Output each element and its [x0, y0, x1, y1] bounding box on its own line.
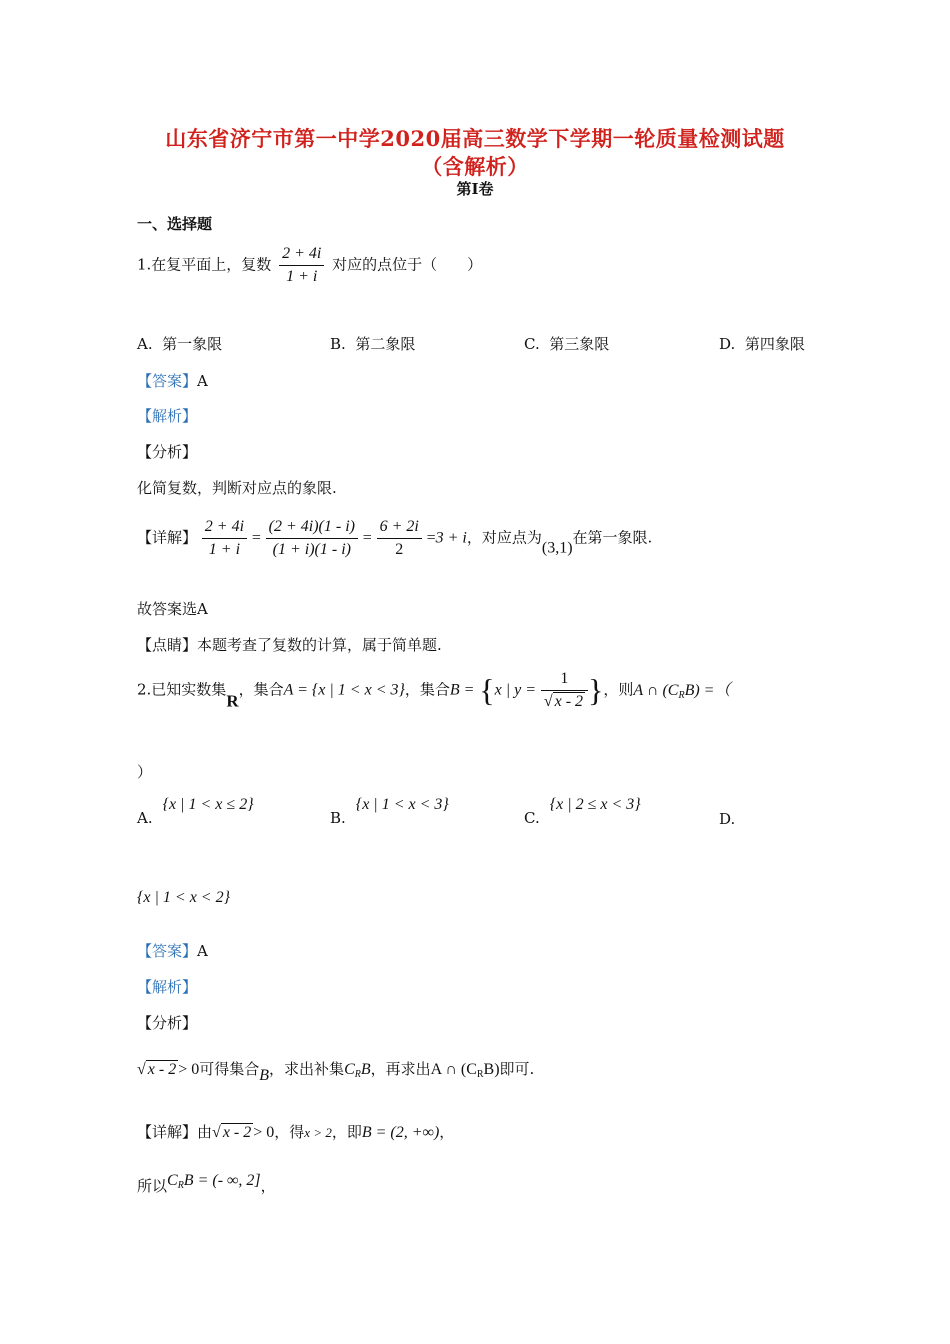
document-title-suffix: （含解析）: [421, 154, 529, 179]
set-B-fraction: $\frac{1}{√ x - 2}$: [541, 670, 588, 711]
q2-expression: A ∩ $(C_RB)$ =（: [633, 681, 731, 701]
detail-tag: 【详解】: [137, 528, 198, 547]
q1-conclusion: 故答案选A: [137, 600, 208, 618]
detail-result: 3 + i: [435, 529, 467, 547]
q2-option-d-math: {x | 1 < x < 2}: [137, 889, 230, 906]
answer-value: A: [197, 372, 208, 390]
volume-heading: 第Ⅰ卷: [456, 180, 494, 198]
q1-fraction: [279, 245, 324, 286]
q2-analysis-tag: 【解析】: [137, 978, 198, 996]
detail-fraction-1: $\frac{2 + 4i}{1 + i}$: [202, 518, 247, 559]
q1-frac-den: 1 + i: [286, 268, 318, 285]
detail-fraction-3: $\frac{6 + 2i}{2}$: [377, 518, 422, 559]
q1-option-b: B. 第二象限: [330, 335, 416, 353]
q2-last-line: 所以$C_RB$ = (- ∞, 2]，: [137, 1172, 276, 1195]
q1-fenxi-tag: 【分析】: [137, 443, 198, 461]
q2-close-paren: ）: [137, 763, 153, 781]
q2-option-d-label: D.: [719, 810, 736, 828]
detail-point: (3,1): [541, 539, 573, 557]
q1-comment: 【点睛】本题考查了复数的计算，属于简单题.: [137, 636, 442, 654]
answer-tag: 【答案】: [137, 372, 198, 390]
question-1: [137, 245, 482, 286]
section-heading: 一、选择题: [137, 215, 213, 233]
q2-detail: 【详解】由√ x - 2 > 0，得x > 2，即B = (2, +∞)，: [137, 1123, 455, 1141]
q2-fenxi-tag: 【分析】: [137, 1014, 198, 1032]
detail-fraction-2: $\frac{(2 + 4i)(1 - i)}{(1 + i)(1 - i)}$: [266, 518, 358, 559]
q1-suffix: 对应的点位于（ ）: [332, 255, 483, 274]
document-title: 山东省济宁市第一中学2020届高三数学下学期一轮质量检测试题: [165, 126, 785, 151]
q1-frac-num: 2 + 4i: [279, 245, 324, 266]
set-B-lhs: B =: [449, 681, 475, 699]
set-A: A = {x | 1 < x < 3}: [283, 681, 405, 699]
q1-prefix: 1.在复平面上，复数: [137, 255, 272, 274]
set-R: R: [226, 691, 239, 711]
q1-fenxi-text: 化简复数，判断对应点的象限.: [137, 479, 337, 497]
q2-fenxi-text: √ x - 2 > 0可得集合B，求出补集$C_RB$，再求出A ∩ $(C_RB)$即可.: [137, 1060, 535, 1084]
q2-option-b: B.{x | 1 < x < 3}: [330, 796, 449, 827]
question-2: 2.已知实数集R，集合A = {x | 1 < x < 3}，集合B = {x | y = $\frac{1}{√ x - 2}$ }，则A ∩ $(C_RB)$ =（: [137, 670, 731, 711]
q2-option-c: C.{x | 2 ≤ x < 3}: [524, 796, 641, 827]
q1-answer: [137, 370, 208, 391]
q1-option-c: C. 第三象限: [524, 335, 610, 353]
q1-detail: 【详解】 $\frac{2 + 4i}{1 + i}$ = $\frac{(2 + 4i)(1 - i)}{(1 + i)(1 - i)}$ = $\frac{6 + 2i}{2}$ =3 + i，对应点为(3,1)在第一象限.: [137, 518, 653, 558]
q2-answer: 【答案】A: [137, 942, 208, 960]
q1-option-a: A. 第一象限: [137, 335, 223, 353]
q2-option-a: A.{x | 1 < x ≤ 2}: [137, 796, 254, 827]
q1-option-d: D. 第四象限: [719, 335, 805, 353]
q1-analysis-tag: 【解析】: [137, 407, 198, 425]
